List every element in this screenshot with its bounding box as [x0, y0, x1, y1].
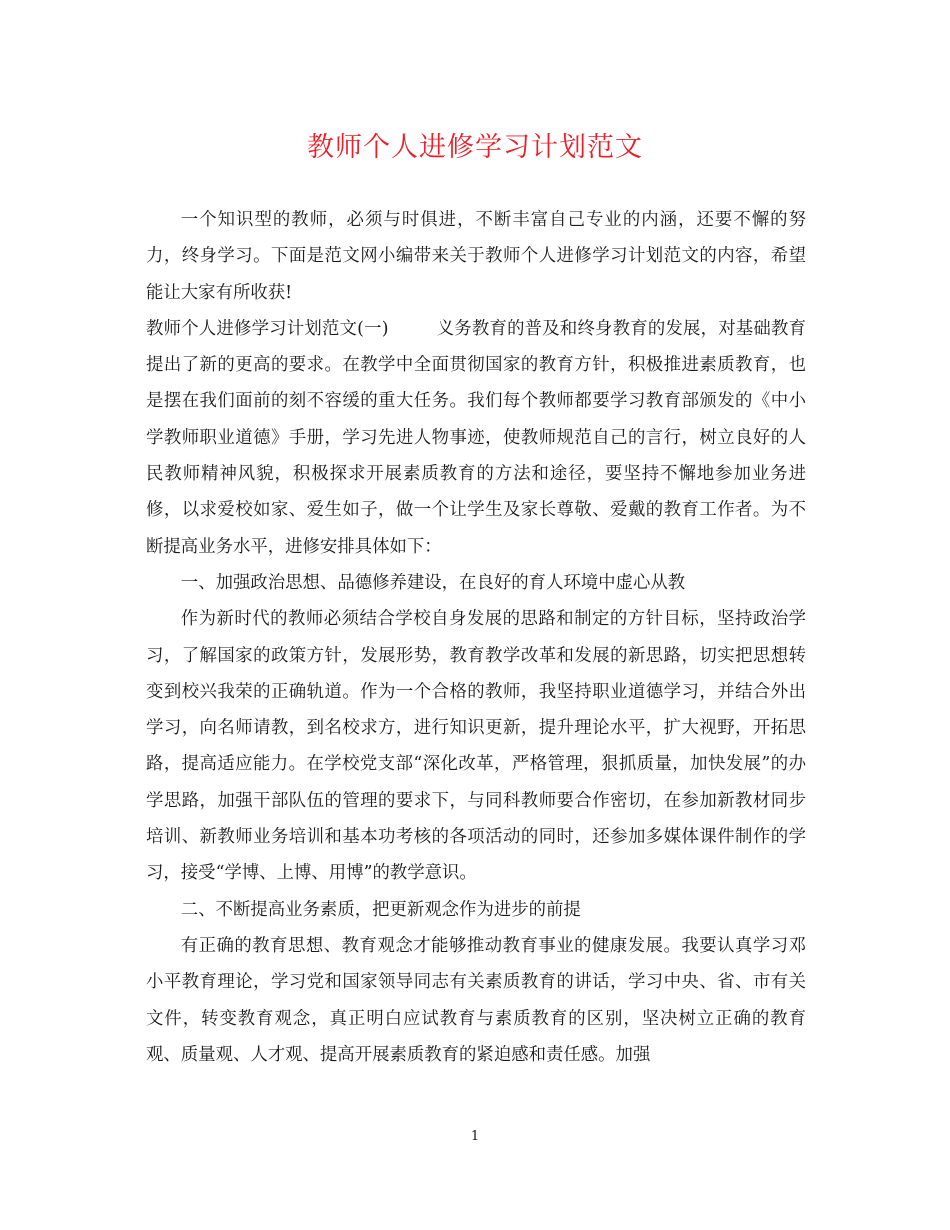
point-two-paragraph: 有正确的教育思想、教育观念才能够推动教育事业的健康发展。我要认真学习邓小平教育理论，学习党和国家领导同志有关素质教育的讲话，学习中央、省、市有关文件，转变教育观念，真正明白应试教育与素质教育的区别，坚决树立正确的教育观、质量观、人才观、提高开展素质教育的紧迫感和责任感。加强: [146, 935, 806, 1065]
point-one-heading: 一、加强政治思想、品德修养建设，在良好的育人环境中虚心从教: [180, 572, 686, 593]
point-two-heading: 二、不断提高业务素质，把更新观念作为进步的前提: [180, 899, 581, 920]
section-one-text: 义务教育的普及和终身教育的发展，对基础教育提出了新的更高的要求。在教学中全面贯彻国家的教育方针，积极推进素质教育，也是摆在我们面前的刻不容缓的重大任务。我们每个教师都要学习教育部颁发的《中小学教师职业道德》手册，学习先进人物事迹，使教师规范自己的言行，树立良好的人民教师精神风貌，积极探求开展素质教育的方法和途径，要坚持不懈地参加业务进修，以求爱校如家、爱生如子，做一个让学生及家长尊敬、爱戴的教育工作者。为不断提高业务水平，进修安排具体如下：: [146, 318, 806, 557]
section-one-heading: 教师个人进修学习计划范文(一): [146, 318, 389, 339]
document-title: 教师个人进修学习计划范文: [307, 132, 643, 163]
intro-paragraph: 一个知识型的教师，必须与时俱进，不断丰富自己专业的内涵，还要不懈的努力，终身学习。下面是范文网小编带来关于教师个人进修学习计划范文的内容，希望能让大家有所收获!: [146, 210, 806, 303]
point-one-paragraph: 作为新时代的教师必须结合学校自身发展的思路和制定的方针目标，坚持政治学习，了解国家的政策方针，发展形势，教育教学改革和发展的新思路，切实把思想转变到校兴我荣的正确轨道。作为一个合格的教师，我坚持职业道德学习，并结合外出学习，向名师请教，到名校求方，进行知识更新，提升理论水平，扩大视野，开拓思路，提高适应能力。在学校党支部“深化改革，严格管理，狠抓质量，加快发展”的办学思路，加强干部队伍的管理的要求下，与同科教师要合作密切，在参加新教材同步培训、新教师业务培训和基本功考核的各项活动的同时，还参加多媒体课件制作的学习，接受“学博、上博、用博”的教学意识。: [146, 609, 806, 884]
page-number: 1: [470, 1129, 480, 1144]
document-body: [146, 202, 806, 1073]
section-one-paragraph: [146, 311, 806, 565]
